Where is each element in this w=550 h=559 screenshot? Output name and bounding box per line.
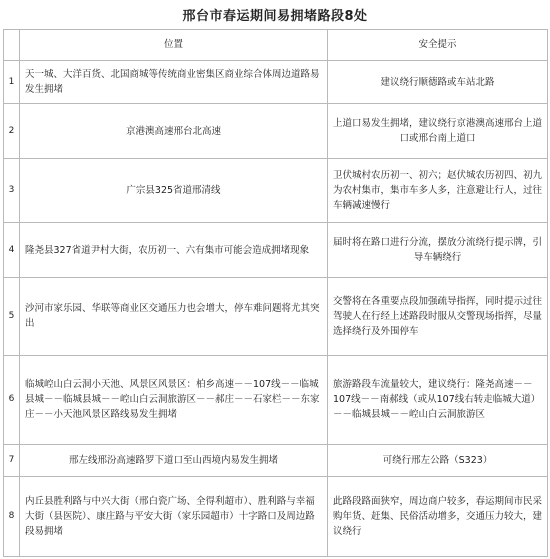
tip-cell: 旅游路段车流量较大，建议绕行：隆尧高速－－107线－－南郝线（或从107线右转走临城大道）－－临城县城－－崆山白云洞旅游区 xyxy=(328,355,548,444)
location-cell: 内丘县胜利路与中兴大街（邢白瓷广场、全得利超市）、胜利路与幸福大街（县医院）、康庄路与平安大街（家乐园超市）十字路口及周边路段易拥堵 xyxy=(20,476,328,556)
tip-cell: 卫伏城村农历初一、初六；赵伏城农历初四、初九为农村集市，集市车多人多，注意避让行人，过往车辆减速慢行 xyxy=(328,159,548,223)
page-title: 邢台市春运期间易拥堵路段8处 xyxy=(182,8,368,24)
tip-cell: 此路段路面狭窄，周边商户较多，春运期间市民采购年货、赶集、民俗活动增多，交通压力较大，建议绕行 xyxy=(328,476,548,556)
location-cell: 隆尧县327省道尹村大街，农历初一、六有集市可能会造成拥堵现象 xyxy=(20,223,328,278)
header-location: 位置 xyxy=(20,30,328,61)
table-row xyxy=(4,444,548,476)
row-number: 6 xyxy=(4,355,20,444)
row-number: 5 xyxy=(4,278,20,356)
tip-cell: 可绕行邢左公路（S323） xyxy=(328,444,548,476)
table-row xyxy=(4,159,548,223)
row-number: 3 xyxy=(4,159,20,223)
location-cell: 京港澳高速邢台北高速 xyxy=(20,104,328,159)
location-cell: 沙河市家乐园、华联等商业区交通压力也会增大，停车难问题将尤其突出 xyxy=(20,278,328,356)
header-tip: 安全提示 xyxy=(328,30,548,61)
row-number: 8 xyxy=(4,476,20,556)
table-row xyxy=(4,104,548,159)
table-row xyxy=(4,60,548,103)
location-cell: 邢左线邢汾高速路罗下道口至山西境内易发生拥堵 xyxy=(20,444,328,476)
tip-cell: 交警将在各重要点段加强疏导指挥，同时提示过往驾驶人在行经上述路段时服从交警现场指挥，尽量选择绕行及外围停车 xyxy=(328,278,548,356)
table-header-row xyxy=(4,30,548,61)
table-row xyxy=(4,355,548,444)
tip-cell: 届时将在路口进行分流，摆放分流绕行提示牌，引导车辆绕行 xyxy=(328,223,548,278)
table-row xyxy=(4,476,548,556)
location-cell: 临城崆山白云洞小天池、风景区风景区：柏乡高速－－107线－－临城县城－－临城县城－－崆山白云洞旅游区－－郝庄－－石家栏－－东家庄－－小天池风景区路线易发生拥堵 xyxy=(20,355,328,444)
table-row xyxy=(4,278,548,356)
table-row xyxy=(4,223,548,278)
row-number: 2 xyxy=(4,104,20,159)
location-cell: 广宗县325省道邢清线 xyxy=(20,159,328,223)
congestion-table xyxy=(3,29,548,557)
row-number: 4 xyxy=(4,223,20,278)
row-number: 7 xyxy=(4,444,20,476)
tip-cell: 建议绕行顺德路或车站北路 xyxy=(328,60,548,103)
location-cell: 天一城、大洋百货、北国商城等传统商业密集区商业综合体周边道路易发生拥堵 xyxy=(20,60,328,103)
header-no xyxy=(4,30,20,61)
tip-cell: 上道口易发生拥堵，建议绕行京港澳高速邢台上道口或邢台南上道口 xyxy=(328,104,548,159)
row-number: 1 xyxy=(4,60,20,103)
